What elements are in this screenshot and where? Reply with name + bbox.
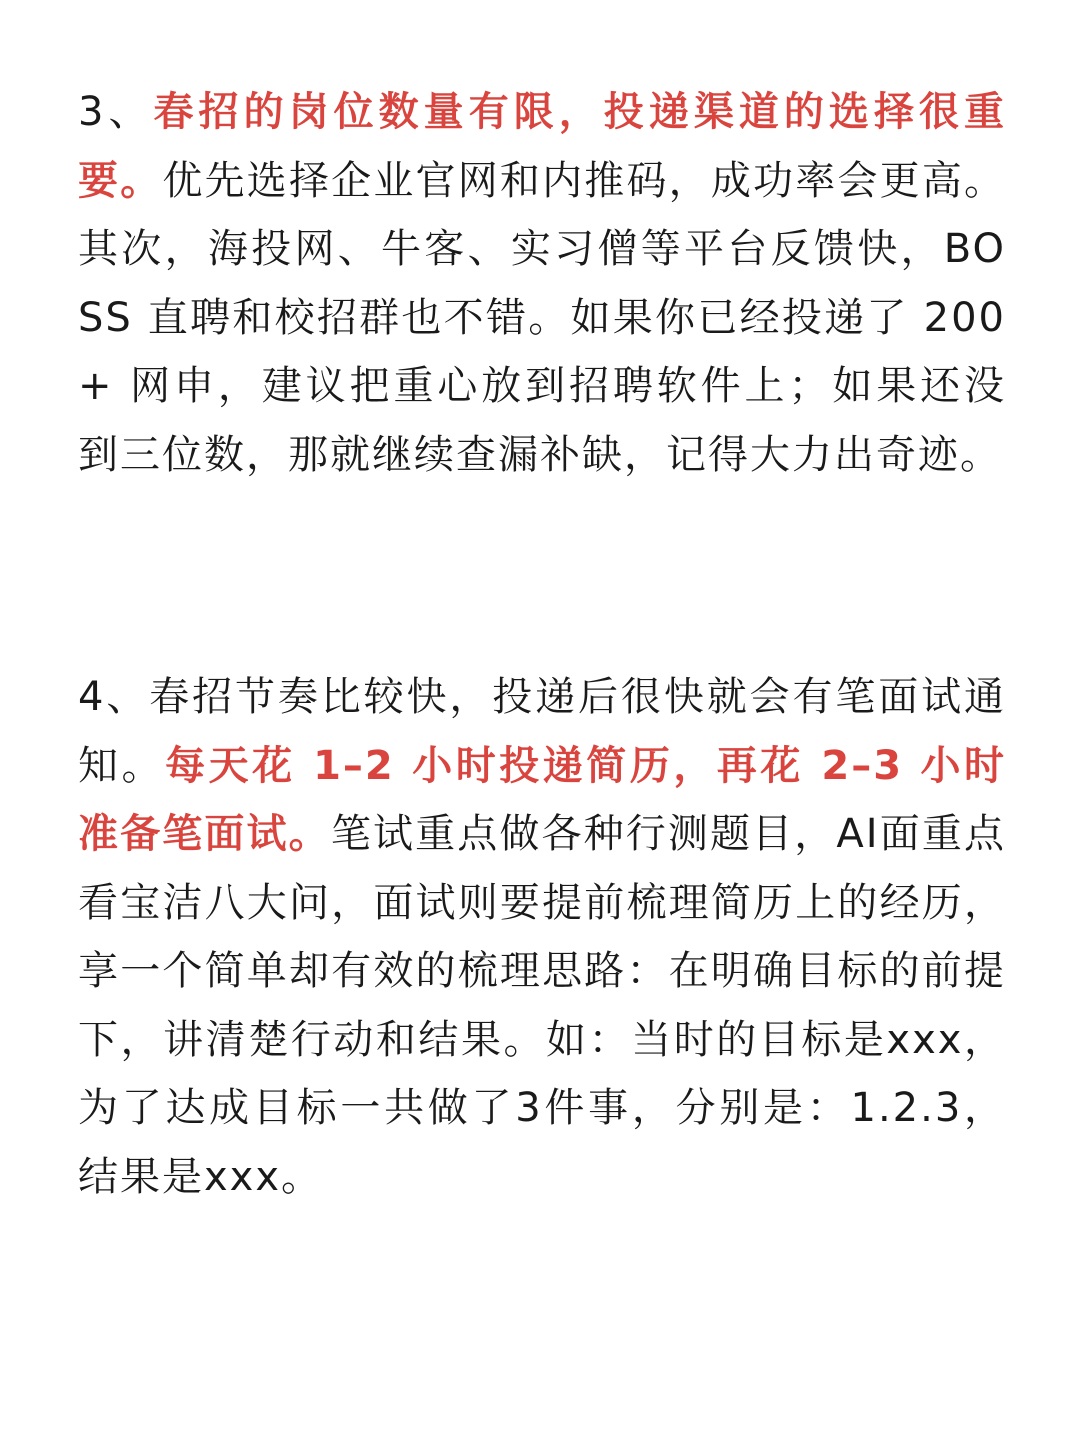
tip-3-body: 优先选择企业官网和内推码，成功率会更高。其次，海投网、牛客、实习僧等平台反馈快，BOSS 直聘和校招群也不错。如果你已经投递了 200+ 网申，建议把重心放到招聘软件上；如果还没到三位数，那就继续查漏补缺，记得大力出奇迹。	[78, 157, 1007, 478]
tip-3-highlight: 春招的岗位数量有限，投递渠道的选择很重要。	[78, 89, 1007, 204]
tip-paragraph-3	[78, 78, 1006, 489]
tip-4-lead: 春招节奏比较快，投递后很快就会有笔面试通知。	[78, 674, 1006, 789]
tip-4-body: 笔试重点做各种行测题目，AI面重点看宝洁八大问，面试则要提前梳理简历上的经历，享一个简单却有效的梳理思路：在明确目标的前提下，讲清楚行动和结果。如：当时的目标是xxx，为了达成目标一共做了3件事，分别是：1.2.3，结果是xxx。	[78, 811, 1006, 1200]
tip-4-highlight: 每天花 1–2 小时投递简历，再花 2–3 小时准备笔面试。	[78, 742, 1007, 857]
tip-paragraph-4	[78, 663, 1006, 1211]
tip-number-4: 4、	[78, 674, 150, 720]
tip-number-3: 3、	[78, 89, 154, 135]
